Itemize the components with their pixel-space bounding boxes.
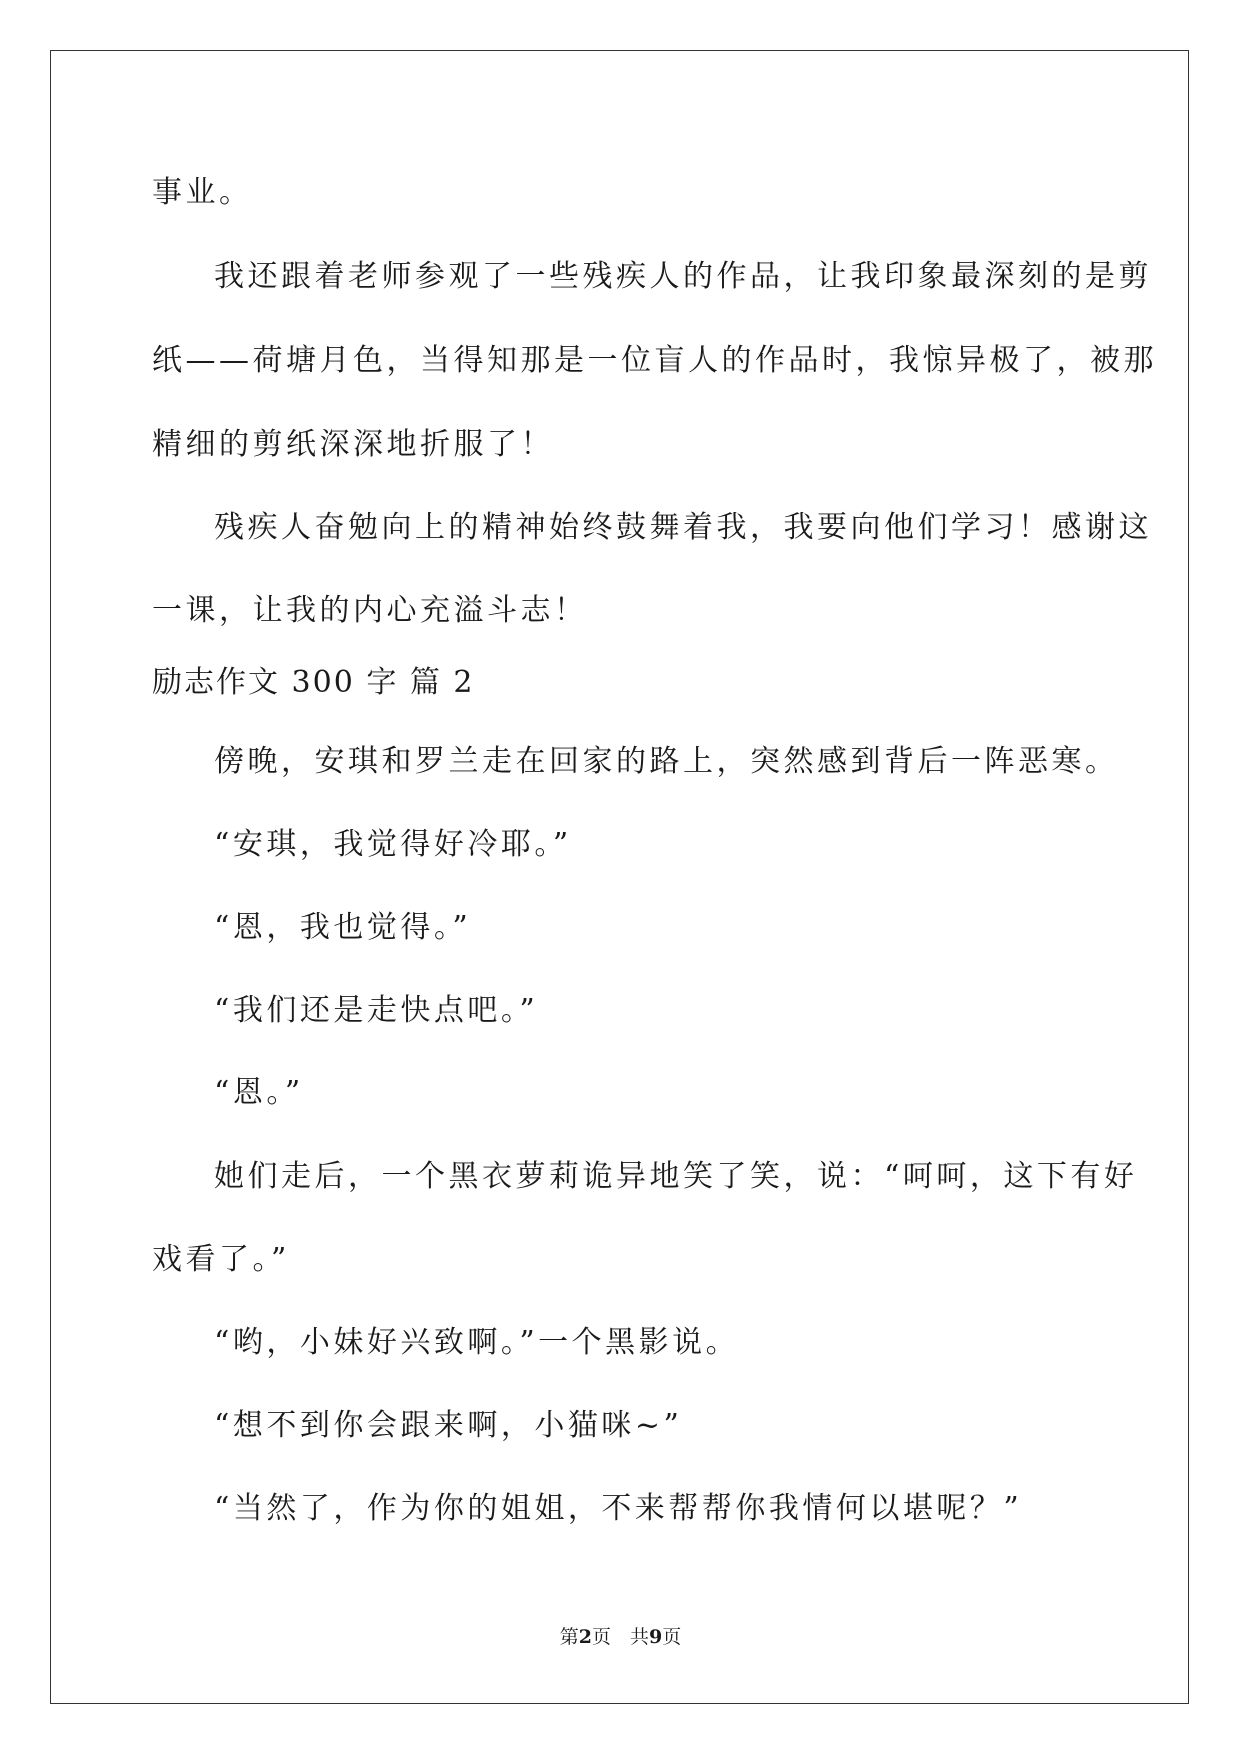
text-line: 精细的剪纸深深地折服了！ bbox=[152, 427, 554, 462]
text-line: “哟，小妹好兴致啊。”一个黑影说。 bbox=[214, 1325, 740, 1360]
footer-prefix: 第 bbox=[559, 1626, 579, 1648]
text-line: “恩，我也觉得。” bbox=[214, 910, 472, 945]
footer-middle: 页 共 bbox=[591, 1626, 649, 1648]
text-line: 事业。 bbox=[152, 175, 253, 210]
text-line: 她们走后，一个黑衣萝莉诡异地笑了笑，说：“呵呵，这下有好 bbox=[214, 1159, 1138, 1194]
current-page-number: 2 bbox=[578, 1626, 592, 1648]
text-line: 傍晚，安琪和罗兰走在回家的路上，突然感到背后一阵恶寒。 bbox=[214, 744, 1119, 779]
page-border bbox=[50, 50, 1189, 1704]
text-line: “想不到你会跟来啊，小猫咪~” bbox=[214, 1408, 683, 1443]
text-line: 我还跟着老师参观了一些残疾人的作品，让我印象最深刻的是剪 bbox=[214, 259, 1152, 294]
page-footer bbox=[0, 1625, 1241, 1649]
text-line: “安琪，我觉得好冷耶。” bbox=[214, 827, 572, 862]
text-line: 纸——荷塘月色，当得知那是一位盲人的作品时，我惊异极了，被那 bbox=[152, 343, 1157, 378]
section-heading: 励志作文 300 字 篇 2 bbox=[152, 665, 475, 700]
footer-suffix: 页 bbox=[662, 1626, 682, 1648]
text-line: 戏看了。” bbox=[152, 1242, 290, 1277]
text-line: “恩。” bbox=[214, 1075, 304, 1110]
text-line: “当然了，作为你的姐姐，不来帮帮你我情何以堪呢？” bbox=[214, 1491, 1023, 1526]
text-line: 残疾人奋勉向上的精神始终鼓舞着我，我要向他们学习！感谢这 bbox=[214, 510, 1152, 545]
text-line: 一课，让我的内心充溢斗志！ bbox=[152, 593, 588, 628]
text-line: “我们还是走快点吧。” bbox=[214, 993, 539, 1028]
total-pages-number: 9 bbox=[649, 1626, 663, 1648]
